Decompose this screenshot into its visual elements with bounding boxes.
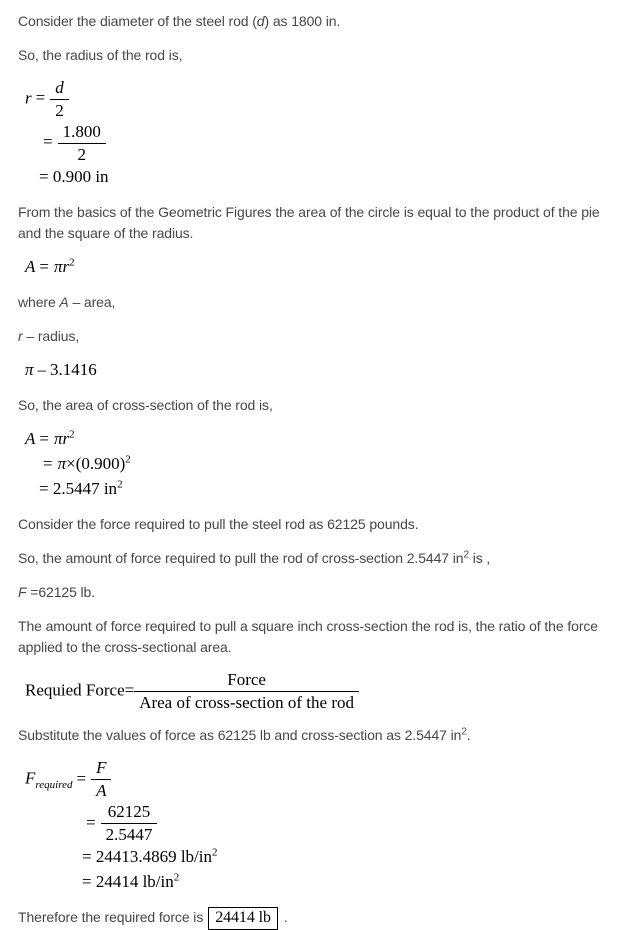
equation-line — [25, 429, 630, 451]
para-diameter — [18, 11, 630, 32]
fraction — [101, 803, 158, 844]
text-run: Consider the force required to pull the steel rod as 62125 pounds. — [18, 516, 419, 533]
answer-box: 24414 lb — [208, 907, 278, 930]
text-run: So, the radius of the rod is, — [18, 47, 183, 63]
equation-area-formula — [25, 257, 630, 279]
pi-r-term: πr — [53, 429, 70, 449]
fraction-numerator: Force — [134, 671, 359, 692]
pi-r-term: πr — [53, 257, 70, 277]
superscript: 2 — [461, 726, 467, 738]
equation-line — [39, 167, 630, 189]
text-run: . — [466, 727, 471, 744]
equation-line — [25, 360, 630, 382]
text-run: ) as 1800 in. — [264, 13, 341, 29]
equation-pi-value — [25, 360, 630, 382]
fraction-denominator: 2 — [77, 145, 86, 165]
variable-d: d — [256, 13, 265, 29]
subscript-required: required — [35, 778, 73, 791]
para-force-given — [18, 514, 630, 535]
fraction-numerator: 62125 — [101, 803, 158, 824]
equation-result: = 0.900 in — [39, 167, 109, 187]
dash: – — [37, 360, 47, 380]
text-run: . — [283, 909, 288, 926]
text-run: So, the area of cross-section of the rod is, — [18, 397, 273, 414]
variable-A: A — [25, 429, 36, 449]
variable-F: F — [25, 768, 36, 788]
equation-line — [39, 479, 630, 501]
times-sign: × — [66, 454, 76, 474]
pi-value: 3.1416 — [50, 360, 97, 380]
text-run: =62125 lb. — [26, 584, 96, 601]
variable-A: A — [59, 294, 69, 311]
equation-line — [25, 257, 630, 279]
para-where-area — [18, 292, 630, 313]
text-run: – area, — [68, 294, 116, 311]
para-where-radius — [18, 326, 630, 347]
equation-line — [82, 803, 630, 844]
fraction-numerator: F — [91, 759, 111, 780]
equation-result: = 2.5447 in — [39, 479, 118, 499]
equals-sign: = — [39, 257, 49, 277]
text-run: The amount of force required to pull a square inch cross-section the rod is, the ratio of the force — [18, 618, 598, 635]
paren-term: (0.900) — [75, 454, 126, 474]
superscript: 2 — [173, 871, 180, 884]
para-geometry — [18, 202, 630, 244]
equation-required-force — [25, 671, 630, 712]
fraction-numerator: d — [50, 79, 69, 100]
para-substitute — [18, 725, 630, 746]
pi-symbol: π — [57, 454, 67, 474]
fraction-denominator: 2.5447 — [105, 825, 153, 845]
text-run: where — [18, 294, 60, 311]
text-run: is , — [468, 550, 491, 567]
fraction-denominator: Area of cross-section of the rod — [139, 693, 354, 713]
fraction — [58, 123, 106, 164]
variable-A: A — [25, 257, 36, 277]
equals-sign: = — [35, 88, 46, 108]
fraction — [134, 671, 359, 712]
text-run: applied to the cross-sectional area. — [18, 639, 232, 656]
equation-line — [25, 671, 630, 712]
superscript: 2 — [69, 256, 75, 269]
fraction — [50, 79, 69, 120]
superscript: 2 — [212, 846, 218, 859]
equals-sign: = — [43, 454, 53, 474]
equals-sign: = — [39, 429, 49, 449]
required-force-label: Requied Force= — [25, 680, 135, 700]
para-ratio — [18, 616, 630, 658]
equation-result: = 24413.4869 lb/in — [82, 847, 213, 867]
text-run: Therefore the required force is — [18, 909, 204, 926]
para-force-value — [18, 582, 630, 603]
equation-force-calc — [25, 759, 630, 894]
superscript: 2 — [125, 453, 131, 466]
equation-radius — [25, 79, 630, 189]
text-run: So, the amount of force required to pull the rod of cross-section 2.5447 in — [18, 550, 464, 567]
equation-line — [25, 79, 630, 120]
equation-result: = 24414 lb/in — [82, 872, 174, 892]
superscript: 2 — [463, 549, 469, 561]
para-area-intro — [18, 395, 630, 416]
para-conclusion — [18, 907, 630, 930]
pi-symbol: π — [25, 360, 34, 380]
fraction — [91, 759, 111, 800]
equation-area-calc — [25, 429, 630, 501]
equation-line — [39, 123, 630, 164]
text-run: From the basics of the Geometric Figures the area of the circle is equal to the product of the pie — [18, 204, 600, 221]
text-run: Consider the diameter of the steel rod ( — [18, 13, 257, 29]
text-run: and the square of the radius. — [18, 225, 194, 242]
fraction-denominator: A — [96, 781, 107, 801]
variable-F: F — [18, 584, 27, 601]
equation-line — [25, 759, 630, 800]
text-run: – radius, — [22, 328, 80, 345]
superscript: 2 — [69, 428, 75, 441]
fraction-denominator: 2 — [55, 101, 64, 121]
equals-sign: = — [86, 812, 96, 832]
equation-line — [82, 847, 630, 869]
fraction-numerator: 1.800 — [58, 123, 106, 144]
variable-r: r — [18, 328, 23, 345]
para-force-amount — [18, 548, 630, 569]
equation-line — [39, 454, 630, 476]
equals-sign: = — [76, 768, 87, 788]
text-run: Substitute the values of force as 62125 lb and cross-section as 2.5447 in — [18, 727, 462, 744]
variable-r: r — [25, 88, 32, 108]
para-radius-intro — [18, 45, 630, 66]
superscript: 2 — [117, 478, 123, 491]
equals-sign: = — [43, 132, 53, 152]
equation-line — [82, 872, 630, 894]
